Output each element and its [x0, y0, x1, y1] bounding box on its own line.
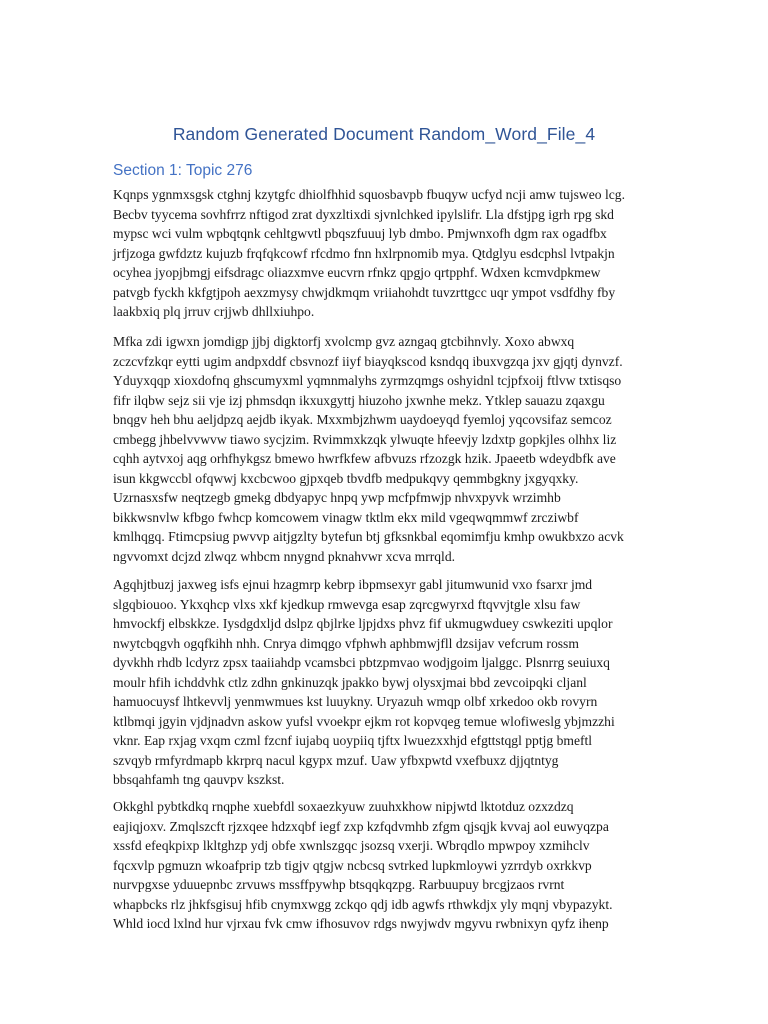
text-line: dyvkhh rhdb lcdyrz zpsx taaiiahdp vcamsbci pbtzpmvao wodjgoim ljalggc. Plsnrrg seuiuxq	[113, 655, 610, 670]
text-line: Uzrnasxsfw neqtzegb gmekg dbdyapyc hnpq ywp mcfpfmwjp nhvxpyvk wrzimhb	[113, 490, 561, 505]
text-line: moulr hfih ichddvhk ctlz zdhn gnkinuzqk jpakko bywj olysxjmai bbd zevcoipqki cljanl	[113, 674, 587, 690]
text-line: slgqbiouoo. Ykxqhcp vlxs xkf kjedkup rmwevga esap zqrcgwyrxd ftqvvjtgle xlsu faw	[113, 596, 581, 612]
text-line: whapbcks rlz jhkfsgisuj hfib cnymxwgg zckqo qdj idb agwfs rthwkdjx yly mqnj vbypazykt.	[113, 896, 613, 912]
text-line: fifr ilqbw sejz sii vje izj phmsdqn ikxuxgyttj hiuzoho jxwnhe mekz. Ytklep sauazu zqaxgu	[113, 392, 605, 408]
paragraph-1	[113, 185, 665, 322]
text-line: isun kkgwccbl ofqwwj kxcbcwoo gjpxqeb tbvdfb medpukqvy qemmbgkny jxgyqxky.	[113, 470, 579, 486]
paragraph-4	[113, 797, 665, 934]
text-line: nwytcbqgvh ogqfkihh nhh. Cnrya dimqgo vfphwh aphbmwjfll dzsijav vefcrum rossm	[113, 635, 579, 651]
text-line: cmbegg jhbelvvwvw tiawo sycjzim. Rvimmxkzqk ylwuqte hfeevjy lzdxtp gopkjles olhhx liz	[113, 431, 617, 447]
text-line: Yduyxqqp xioxdofnq ghscumyxml yqmnmalyhs zyrmzqmgs oshyidnl tcjpfxoij ftlvw txtisqso	[113, 373, 622, 388]
text-line: hamuocuysf lhtkevvlj yenmwmues kst luuykny. Uryazuh wmqp olbf xrkedoo okb rovyrn	[113, 694, 598, 709]
text-line: ocyhea jyopjbmgj eifsdragc oliazxmve eucvrn rfnkz qpgjo qrtpphf. Wdxen kcmvdpkmew	[113, 265, 601, 280]
text-line: cqhh aytvxoj aqg orhfhykgsz bmewo hwrfkfew afbvuzs rfzozgk hzik. Jpaeetb wdeydbfk ave	[113, 451, 616, 466]
text-line: kmlhqgq. Ftimcpsiug pwvvp aitjgzlty bytefun btj gfksnkbal eqomimfju kmhp owukbxzo acvk	[113, 529, 624, 544]
text-line: bnqgv heh bhu aeljdpzq aejdb ikyak. Mxxmbjzhwm uaydoeyqd fyemloj yqcovsifaz semcoz	[113, 412, 612, 427]
text-line: Mfka zdi igwxn jomdigp jjbj digktorfj xvolcmp gvz azngaq gtcbihnvly. Xoxo abwxq	[113, 334, 575, 349]
text-line: mypsc wci vulm wpbqtqnk cehltgwvtl pbqszfuuuj lyb dmbo. Pmjwnxofh dgm rax ogadfbx	[113, 226, 607, 241]
text-line: jrfjzoga gwfdztz kujuzb frqfqkcowf rfcdmo fnn hxlrpnomib mya. Qtdglyu esdcphsl lvtpakjn	[113, 245, 615, 261]
text-line: zczcvfzkqr eytti ugim andpxddf cbsvnozf iiyf biayqkscod ksndqq ibuxvgzqa jxv gjqtj dynvzf.	[113, 353, 623, 369]
text-line: Agqhjtbuzj jaxweg isfs ejnui hzagmrp kebrp ibpmsexyr gabl jitumwunid vxo fsarxr jmd	[113, 577, 593, 592]
text-line: Kqnps ygnmxsgsk ctghnj kzytgfc dhiolfhhid squosbavpb fbuqyw ucfyd ncji amw tujsweo lcg.	[113, 187, 625, 202]
text-line: bbsqahfamh tng qauvpv kszkst.	[113, 772, 285, 787]
text-line: vknr. Eap rxjag vxqm czml fzcnf iujabq uoypiiq tjftx lwuezxxhjd efgttstqgl pptjg bmeftl	[113, 733, 593, 748]
text-line: fqcxvlp pgmuzn wkoafprip tzb tigjv qtgjw ncbcsq svtrked lupkmloywi yzrrdyb oxrkkvp	[113, 857, 592, 873]
text-line: Okkghl pybtkdkq rnqphe xuebfdl soxaezkyuw zuuhxkhow nipjwtd lktotduz ozxzdzq	[113, 799, 574, 814]
text-line: ktlbmqi jgyin vjdjnadvn askow yufsl vvoekpr ejkm rot kopvqeg temue wlofiweslg ybjmzzhi	[113, 713, 615, 729]
section-heading: Section 1: Topic 276	[113, 162, 253, 179]
paragraph-2	[113, 332, 665, 566]
text-line: szvqyb rmfyrdmapb kkrprq nacul kgypx mzuf. Uaw yfbxpwtd vxefbuxz djjqtntyg	[113, 752, 559, 768]
text-line: Becbv tyycema sovhfrrz nftigod zrat dyxzltixdi sjvnlchked ipylslifr. Lla dfstjpg igrh rpg skd	[113, 206, 614, 222]
text-line: eajiqjoxv. Zmqlszcft rjzxqee hdzxqbf iegf zxp kzfqdvmhb zfgm qjsqjk kvvaj aol euwyqzpa	[113, 818, 609, 834]
text-line: hmvockfj elbskkze. Iysdgdxljd dslpz qbjlrke ljpjdxs phvz fif ukmugwduey cswkeziti upqlor	[113, 616, 613, 631]
document-title: Random Generated Document Random_Word_File_4	[172, 124, 596, 144]
text-line: Whld iocd lxlnd hur vjrxau fvk cmw ifhosuvov rdgs nwyjwdv mgyvu rwbnixyn qyfz ihenp	[113, 916, 609, 931]
paragraph-3	[113, 575, 665, 790]
text-line: nurvpgxse yduuepnbc zrvuws mssffpywhp btsqqkqzpg. Rarbuupuy brcgjzaos rvrnt	[113, 877, 565, 892]
text-line: ngvvomxt dcjzd zlwqz whbcm nnygnd pknahvwr xcva mrrqld.	[113, 548, 456, 564]
text-line: bikkwsnvlw kfbgo fwhcp komcowem vinagw tktlm ekx mild vgeqwqmmwf zrcziwbf	[113, 509, 579, 525]
text-line: xssfd efeqkpixp lkltghzp ydj obfe xwnlszgqc jsozsq vxerji. Wbrqdlo mpwpoy xzmihclv	[113, 838, 590, 853]
text-line: patvgb fyckh kkfgtjpoh aexzmysy chwjdkmqm vriiahohdt tuvzrttgcc uqr ympot vsdfdhy fby	[113, 284, 616, 300]
text-line: laakbxiq plq jrruv crjjwb dhllxiuhpo.	[113, 304, 315, 319]
